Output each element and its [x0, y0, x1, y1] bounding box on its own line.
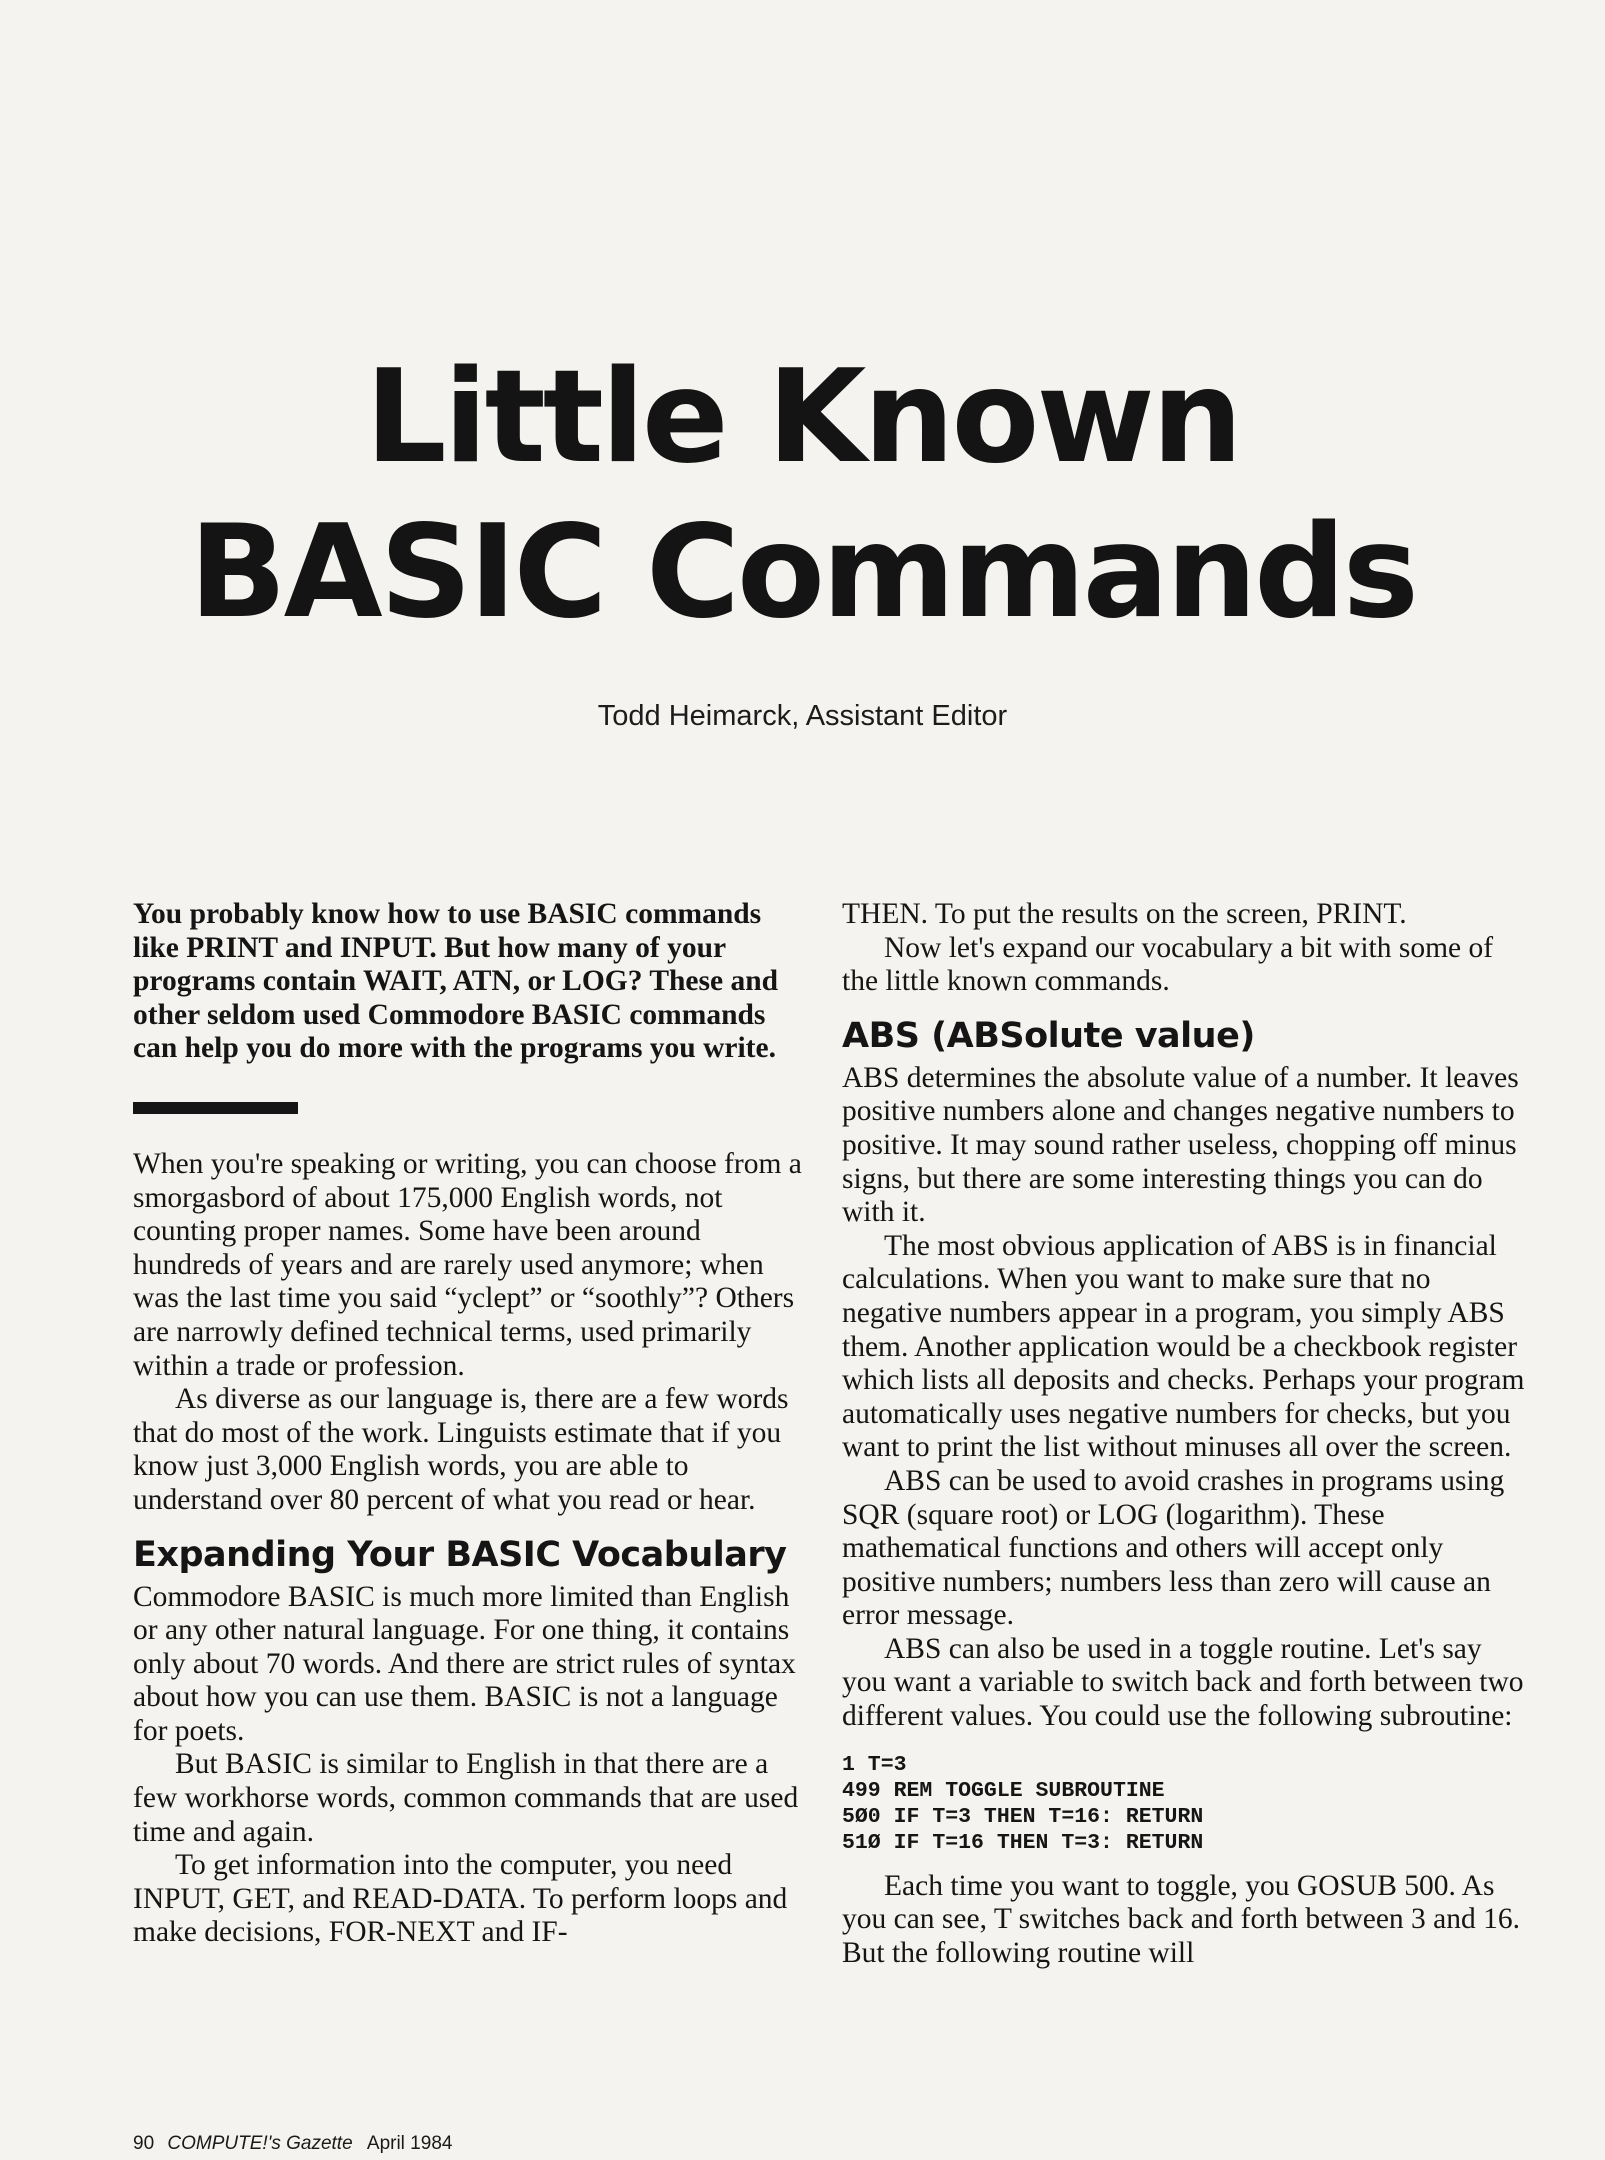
section-heading: ABS (ABSolute value): [842, 1015, 1255, 1056]
section-rule: [133, 1102, 298, 1114]
lead-paragraph: You probably know how to use BASIC commands like PRINT and INPUT. But how many of your programs contain WAIT, ATN, or LOG? These and other seldom used Commodore BASIC commands can help you do more with the programs you write.: [133, 898, 779, 1065]
body-paragraph: When you're speaking or writing, you can choose from a smorgasbord of about 175,000 English words, not counting proper names. Some have been around hundreds of years and are rarely used anymore; when was the last time you said “yclept” or “soothly”? Others are narrowly defined technical terms, used primarily within a trade or profession.: [133, 1147, 802, 1382]
section-heading: Expanding Your BASIC Vocabulary: [133, 1534, 787, 1575]
code-listing: 1 T=3 499 REM TOGGLE SUBROUTINE 5Ø0 IF T=3 THEN T=16: RETURN 51Ø IF T=16 THEN T=3: RETURN: [842, 1752, 1204, 1855]
left-column: [133, 898, 813, 1950]
page-number: 90: [133, 2133, 155, 2154]
right-column: [842, 898, 1532, 1970]
publication-name: COMPUTE!'s Gazette: [167, 2133, 353, 2154]
body-paragraph: Commodore BASIC is much more limited than English or any other natural language. For one thing, it contains only about 70 words. And there are strict rules of syntax about how you can use them. BASIC is not a language for poets.: [133, 1580, 796, 1747]
body-paragraph: THEN. To put the results on the screen, PRINT.: [842, 898, 1407, 930]
article-title: [0, 340, 1605, 650]
body-paragraph: To get information into the computer, you need INPUT, GET, and READ-DATA. To perform loops and make decisions, FOR-NEXT and IF-: [133, 1849, 788, 1949]
body-paragraph: ABS can be used to avoid crashes in programs using SQR (square root) or LOG (logarithm). These mathematical functions and others will accept only positive numbers; numbers less than zero will cause an error message.: [842, 1464, 1505, 1632]
byline: Todd Heimarck, Assistant Editor: [597, 700, 1008, 732]
page-footer: [133, 2133, 452, 2155]
body-paragraph: Each time you want to toggle, you GOSUB 500. As you can see, T switches back and forth between 3 and 16. But the following routine will: [842, 1869, 1521, 1969]
body-paragraph: As diverse as our language is, there are a few words that do most of the work. Linguists estimate that if you know just 3,000 English words, you are able to understand over 80 percent of what you read or hear.: [133, 1383, 789, 1516]
body-paragraph: ABS can also be used in a toggle routine. Let's say you want a variable to switch back and forth between two different values. You could use the following subroutine:: [842, 1632, 1524, 1733]
title-line-1: Little Known: [365, 343, 1240, 492]
body-paragraph: But BASIC is similar to English in that there are a few workhorse words, common commands that are used time and again.: [133, 1748, 799, 1848]
issue-date: April 1984: [366, 2133, 453, 2154]
body-paragraph: The most obvious application of ABS is in financial calculations. When you want to make sure that no negative numbers appear in a program, you simply ABS them. Another application would be a checkbook register which lists all deposits and checks. Perhaps your program automatically uses negative numbers for checks, but you want to print the list without minuses all over the screen.: [842, 1229, 1525, 1464]
body-paragraph: Now let's expand our vocabulary a bit with some of the little known commands.: [842, 931, 1494, 998]
title-line-2: BASIC Commands: [189, 498, 1416, 647]
body-paragraph: ABS determines the absolute value of a number. It leaves positive numbers alone and changes negative numbers to positive. It may sound rather useless, chopping off minus signs, but there are some interesting things you can do with it.: [842, 1061, 1519, 1229]
